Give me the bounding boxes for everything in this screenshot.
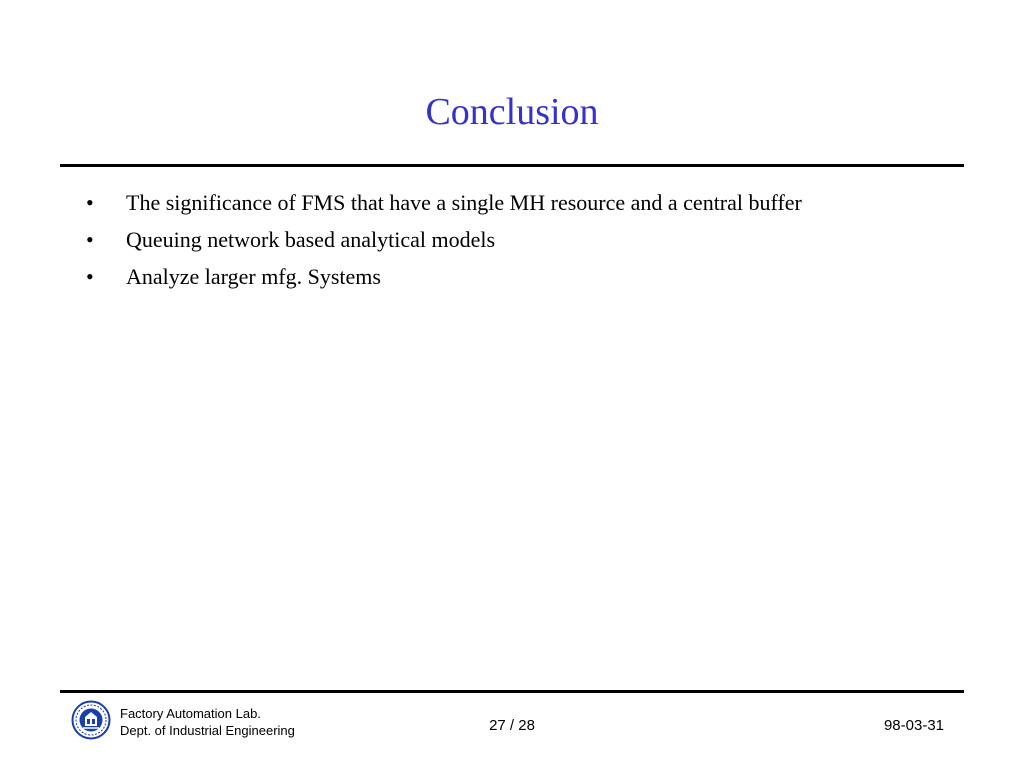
bullet-item <box>86 184 802 221</box>
bullet-text: Analyze larger mfg. Systems <box>126 264 381 289</box>
footer-department: Dept. of Industrial Engineering <box>120 723 295 738</box>
footer-date: 98-03-31 <box>883 717 944 734</box>
bullet-item <box>86 258 802 295</box>
title-divider <box>60 164 964 167</box>
bullet-glyph: • <box>86 264 94 289</box>
footer-lab-info <box>120 705 295 739</box>
bullet-text: Queuing network based analytical models <box>126 227 496 252</box>
slide-title: Conclusion <box>425 91 599 133</box>
footer-divider <box>60 690 964 693</box>
page-number: 27 / 28 <box>489 717 535 734</box>
university-seal-icon <box>71 700 111 740</box>
bullet-glyph: • <box>86 227 94 252</box>
bullet-text: The significance of FMS that have a single MH resource and a central buffer <box>126 190 802 215</box>
footer-lab-name: Factory Automation Lab. <box>120 706 261 721</box>
bullet-item <box>86 221 802 258</box>
bullet-glyph: • <box>86 190 94 215</box>
bullet-list <box>86 184 802 295</box>
